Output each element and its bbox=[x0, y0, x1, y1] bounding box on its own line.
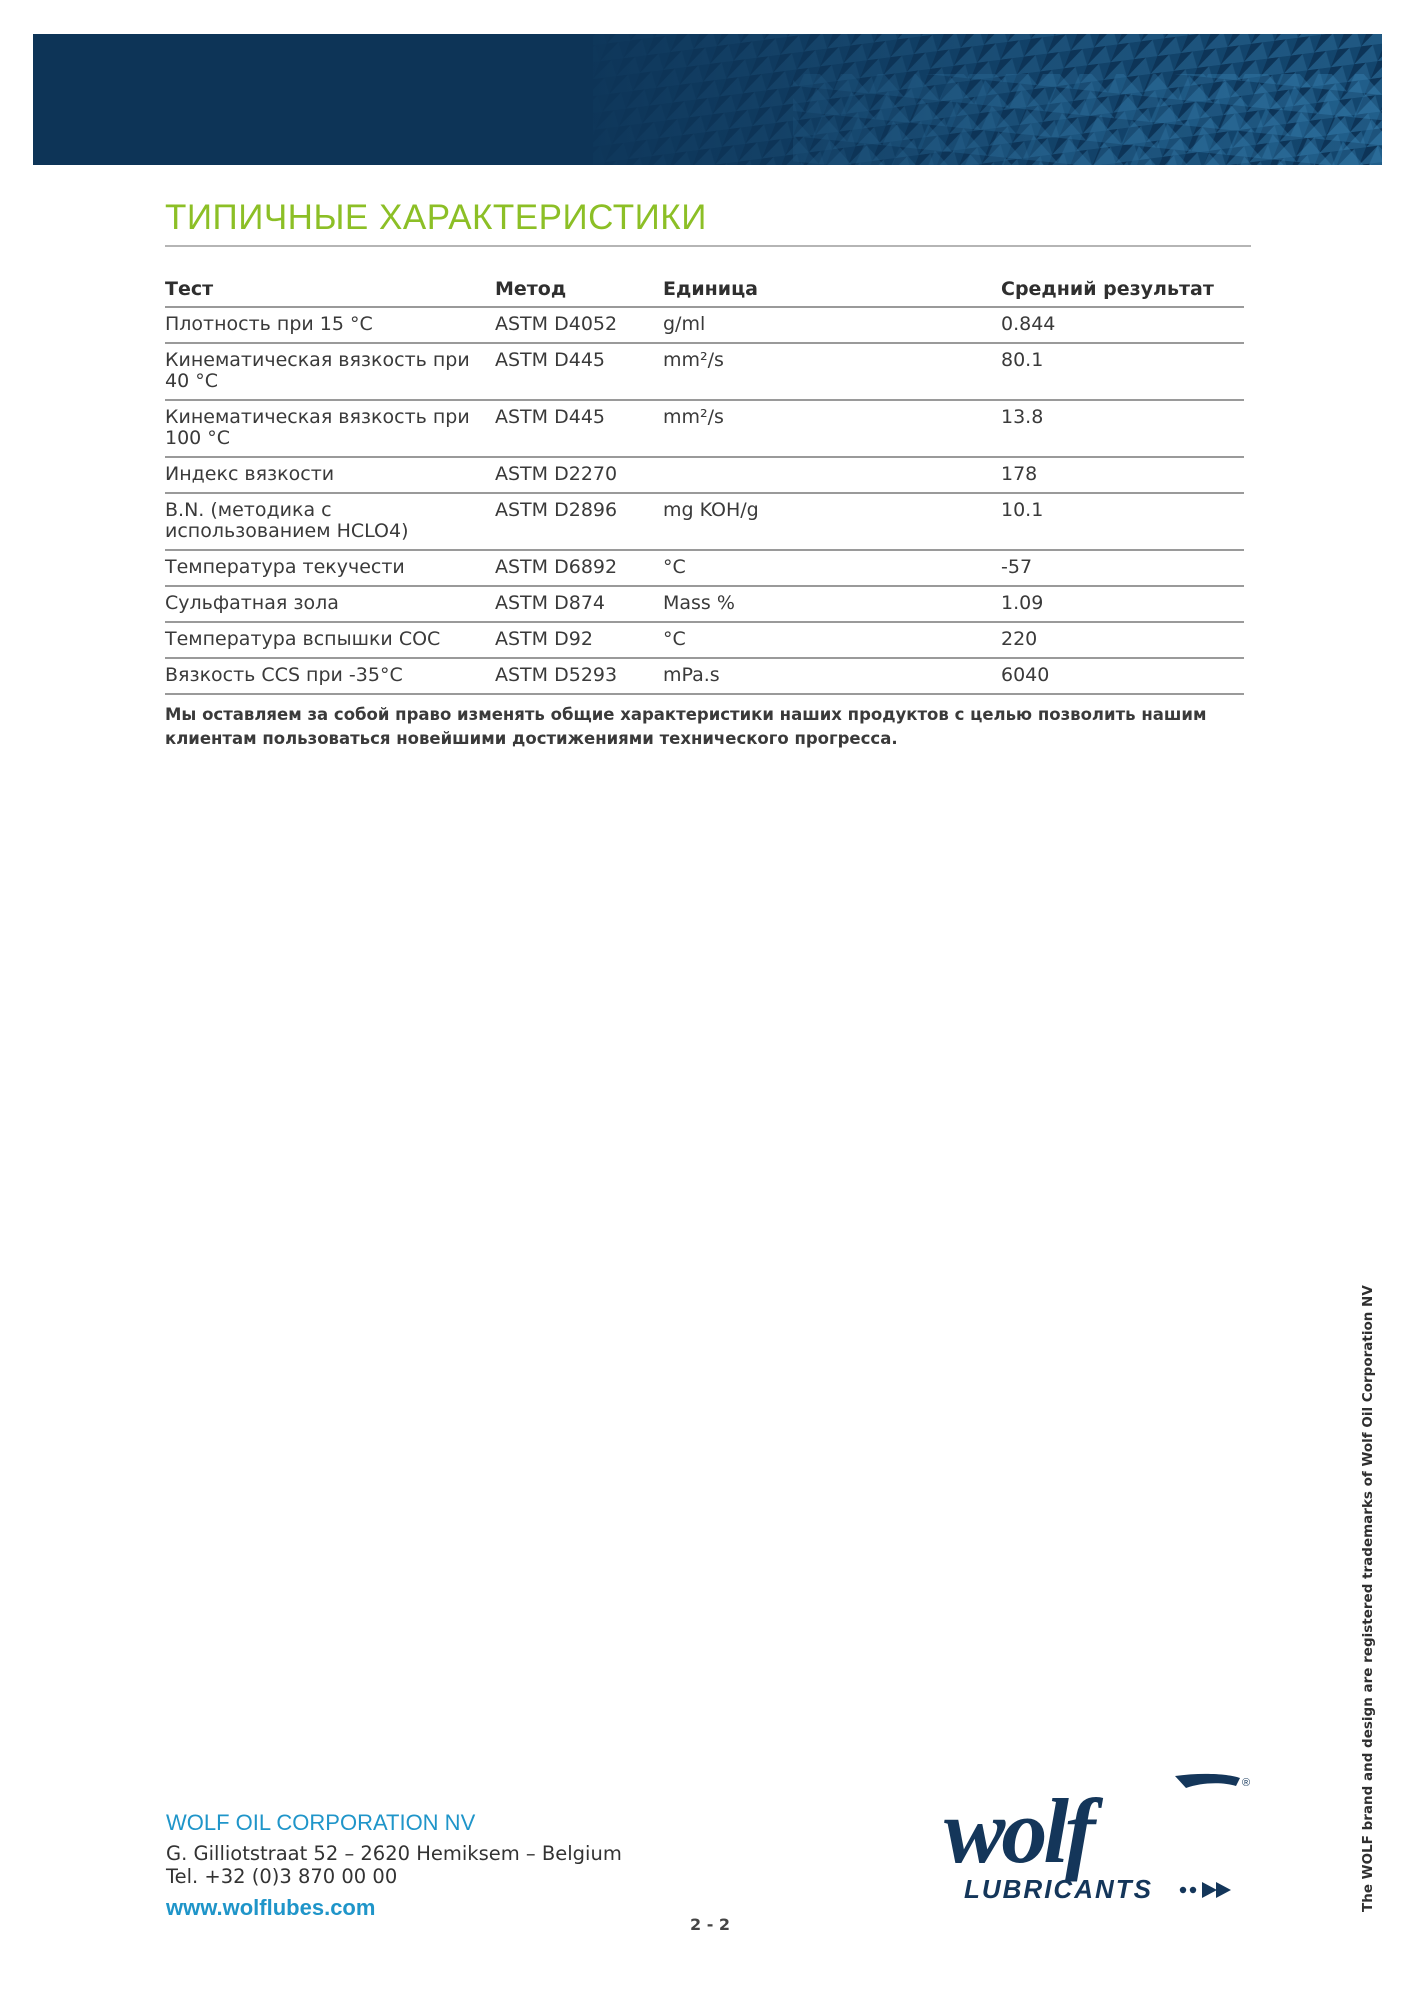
table-row bbox=[165, 622, 1244, 658]
cell-method: ASTM D2270 bbox=[495, 457, 663, 493]
table-row bbox=[165, 493, 1244, 550]
table-row bbox=[165, 307, 1244, 343]
page-number: 2 - 2 bbox=[690, 1915, 731, 1934]
cell-result: 10.1 bbox=[1001, 493, 1244, 550]
address-line: G. Gilliotstraat 52 – 2620 Hemiksem – Belgium bbox=[166, 1842, 622, 1865]
cell-test: Индекс вязкости bbox=[165, 457, 495, 493]
cell-result: 1.09 bbox=[1001, 586, 1244, 622]
cell-result: 178 bbox=[1001, 457, 1244, 493]
cell-method: ASTM D445 bbox=[495, 343, 663, 400]
table-row bbox=[165, 550, 1244, 586]
cell-test: Вязкость CCS при -35°C bbox=[165, 658, 495, 694]
cell-unit: mg KOH/g bbox=[663, 493, 1001, 550]
cell-test: Кинематическая вязкость при 40 °C bbox=[165, 343, 495, 400]
cell-test: Кинематическая вязкость при 100 °C bbox=[165, 400, 495, 457]
cell-test: Температура вспышки COC bbox=[165, 622, 495, 658]
header-banner bbox=[33, 34, 1382, 165]
disclaimer-text: Мы оставляем за собой право изменять общие характеристики наших продуктов с целью позволить нашим клиентам пользоваться новейшими достижениями технического прогресса. bbox=[165, 705, 1207, 748]
logo-tagline: LUBRICANTS bbox=[964, 1874, 1153, 1904]
cell-unit bbox=[663, 457, 1001, 493]
cell-result: -57 bbox=[1001, 550, 1244, 586]
cell-method: ASTM D92 bbox=[495, 622, 663, 658]
cell-test: B.N. (методика с использованием HCLO4) bbox=[165, 493, 495, 550]
cell-unit: °C bbox=[663, 622, 1001, 658]
logo-dot bbox=[1190, 1887, 1196, 1893]
cell-unit: mm²/s bbox=[663, 343, 1001, 400]
table-row bbox=[165, 658, 1244, 694]
header-result: Средний результат bbox=[1001, 270, 1244, 307]
cell-unit: °C bbox=[663, 550, 1001, 586]
cell-result: 6040 bbox=[1001, 658, 1244, 694]
company-address bbox=[166, 1842, 622, 1888]
wolf-logo-icon bbox=[940, 1770, 1260, 1920]
registered-mark: ® bbox=[1242, 1777, 1251, 1789]
header-unit: Единица bbox=[663, 270, 1001, 307]
table-row bbox=[165, 400, 1244, 457]
logo-swoosh bbox=[1175, 1774, 1240, 1788]
logo-arrow bbox=[1202, 1882, 1217, 1898]
cell-result: 13.8 bbox=[1001, 400, 1244, 457]
table-header-row bbox=[165, 270, 1244, 307]
header-method: Метод bbox=[495, 270, 663, 307]
table-row bbox=[165, 586, 1244, 622]
website-link[interactable]: www.wolflubes.com bbox=[166, 1895, 376, 1920]
specs-table bbox=[165, 270, 1244, 695]
cell-unit: Mass % bbox=[663, 586, 1001, 622]
cell-method: ASTM D874 bbox=[495, 586, 663, 622]
title-divider bbox=[165, 245, 1251, 247]
logo-dot bbox=[1180, 1887, 1186, 1893]
cell-method: ASTM D6892 bbox=[495, 550, 663, 586]
section-title: ТИПИЧНЫЕ ХАРАКТЕРИСТИКИ bbox=[165, 198, 707, 237]
cell-unit: mm²/s bbox=[663, 400, 1001, 457]
cell-method: ASTM D4052 bbox=[495, 307, 663, 343]
cell-method: ASTM D445 bbox=[495, 400, 663, 457]
cell-test: Сульфатная зола bbox=[165, 586, 495, 622]
phone-line: Tel. +32 (0)3 870 00 00 bbox=[166, 1865, 398, 1888]
cell-result: 220 bbox=[1001, 622, 1244, 658]
cell-result: 80.1 bbox=[1001, 343, 1244, 400]
trademark-note: The WOLF brand and design are registered trademarks of Wolf Oil Corporation NV bbox=[1360, 1285, 1376, 1912]
logo-arrow bbox=[1216, 1882, 1231, 1898]
table-row bbox=[165, 343, 1244, 400]
cell-result: 0.844 bbox=[1001, 307, 1244, 343]
header-test: Тест bbox=[165, 270, 495, 307]
table-row bbox=[165, 457, 1244, 493]
cell-method: ASTM D2896 bbox=[495, 493, 663, 550]
cell-unit: mPa.s bbox=[663, 658, 1001, 694]
logo-wordmark: wolf bbox=[944, 1780, 1092, 1882]
company-name: WOLF OIL CORPORATION NV bbox=[166, 1810, 476, 1835]
cell-method: ASTM D5293 bbox=[495, 658, 663, 694]
cell-unit: g/ml bbox=[663, 307, 1001, 343]
banner-pattern bbox=[33, 34, 1382, 165]
cell-test: Плотность при 15 °C bbox=[165, 307, 495, 343]
cell-test: Температура текучести bbox=[165, 550, 495, 586]
